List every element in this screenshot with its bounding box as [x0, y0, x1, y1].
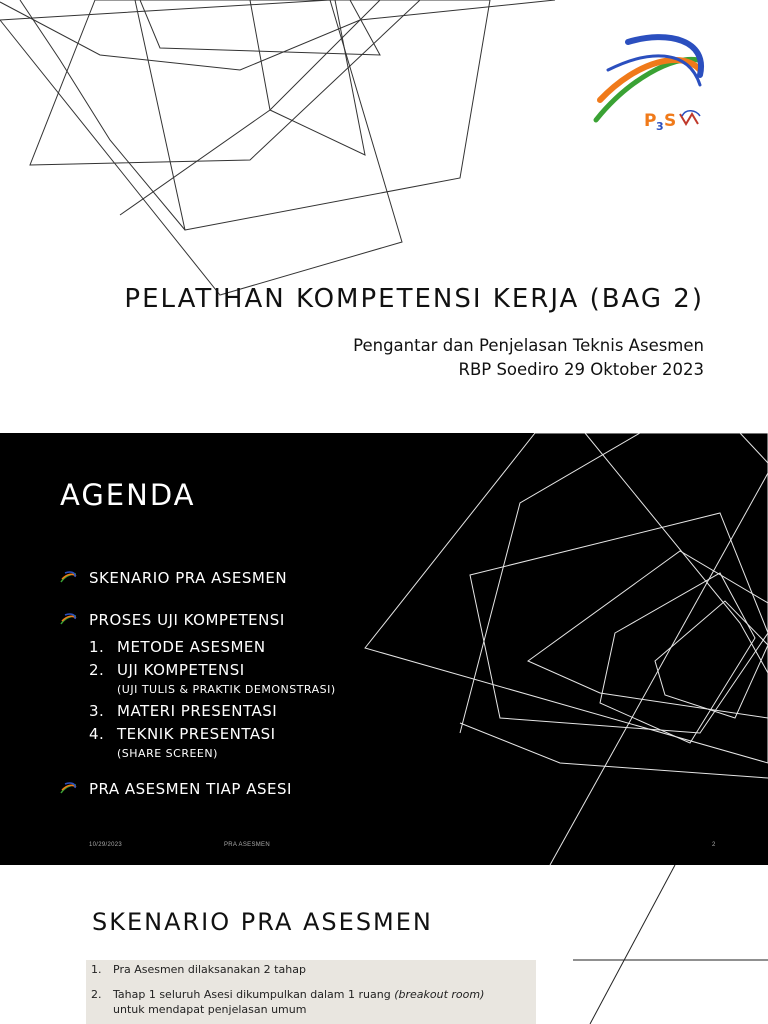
list-item-number: 2. [91, 988, 102, 1001]
footer-title: PRA ASESMEN [224, 842, 270, 848]
subitem-label: MATERI PRESENTASI [117, 702, 278, 720]
subitem-label: UJI KOMPETENSI [117, 661, 245, 679]
list-item-number: 1. [91, 963, 102, 976]
logo-bullet-icon [60, 571, 78, 583]
list-item-text [113, 988, 484, 1001]
footer-page-number: 2 [712, 842, 716, 848]
logo-bullet-icon [60, 782, 78, 794]
title-slide [0, 0, 768, 433]
list-item-text-continued: untuk mendapat penjelasan umum [113, 1003, 307, 1016]
agenda-subitem-2 [89, 661, 245, 679]
agenda-item-pra-asesmen: PRA ASESMEN TIAP ASESI [89, 780, 292, 798]
subitem-label: TEKNIK PRESENTASI [117, 725, 276, 743]
p3sm-logo [588, 30, 708, 130]
logo-letter-p: P [644, 111, 657, 130]
presentation-title: PELATIHAN KOMPETENSI KERJA (BAG 2) [124, 284, 704, 314]
agenda-subitem-1 [89, 638, 266, 656]
presentation-subtitle: Pengantar dan Penjelasan Teknis Asesmen [353, 336, 704, 355]
logo-letter-s: S [664, 111, 677, 130]
agenda-title: AGENDA [60, 478, 196, 512]
agenda-subitem-4 [89, 725, 276, 743]
subitem-note: (SHARE SCREEN) [117, 747, 218, 760]
subitem-number: 3. [89, 702, 105, 720]
section-title: SKENARIO PRA ASESMEN [92, 908, 433, 936]
agenda-subitem-3 [89, 702, 277, 720]
subitem-number: 2. [89, 661, 105, 679]
footer-date: 10/29/2023 [89, 842, 123, 848]
agenda-item-proses: PROSES UJI KOMPETENSI [89, 611, 285, 629]
list-item-text-italic: (breakout room) [394, 988, 485, 1001]
presentation-date-line: RBP Soediro 29 Oktober 2023 [458, 360, 704, 379]
subitem-number: 1. [89, 638, 105, 656]
subitem-note: (UJI TULIS & PRAKTIK DEMONSTRASI) [117, 683, 336, 696]
logo-bullet-icon [60, 613, 78, 625]
list-item-text-main: Tahap 1 seluruh Asesi dikumpulkan dalam 1 ruang [113, 988, 395, 1001]
subitem-number: 4. [89, 725, 105, 743]
logo-digit-3: 3 [656, 120, 664, 130]
list-item-text: Pra Asesmen dilaksanakan 2 tahap [113, 963, 306, 976]
subitem-label: METODE ASESMEN [117, 638, 266, 656]
agenda-item-skenario: SKENARIO PRA ASESMEN [89, 569, 288, 587]
